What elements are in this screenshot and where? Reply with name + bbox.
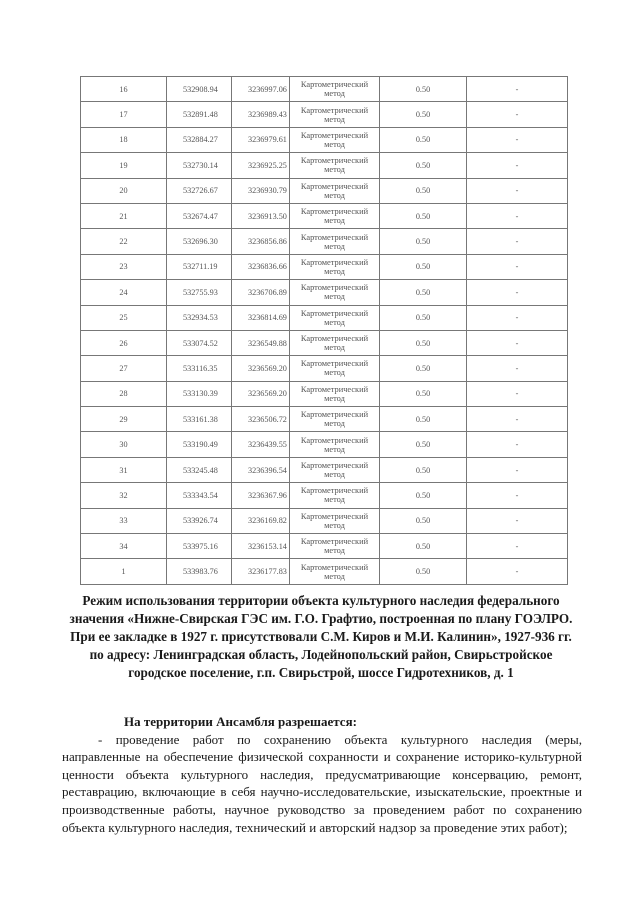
table-row	[81, 432, 568, 457]
y-coordinate-cell: 3236396.54	[232, 457, 290, 482]
accuracy-cell: 0.50	[380, 203, 467, 228]
y-coordinate-cell: 3236925.25	[232, 153, 290, 178]
table-row	[81, 229, 568, 254]
y-coordinate-cell: 3236814.69	[232, 305, 290, 330]
x-coordinate-cell: 532884.27	[167, 127, 232, 152]
table-row	[81, 457, 568, 482]
table-row	[81, 508, 568, 533]
table-row	[81, 153, 568, 178]
point-number-cell: 23	[81, 254, 167, 279]
y-coordinate-cell: 3236506.72	[232, 407, 290, 432]
x-coordinate-cell: 533116.35	[167, 356, 232, 381]
table-row	[81, 330, 568, 355]
point-number-cell: 31	[81, 457, 167, 482]
method-cell: Картометрический метод	[290, 254, 380, 279]
coordinates-table-body	[81, 77, 568, 585]
table-row	[81, 407, 568, 432]
point-number-cell: 30	[81, 432, 167, 457]
x-coordinate-cell: 532730.14	[167, 153, 232, 178]
point-number-cell: 25	[81, 305, 167, 330]
accuracy-cell: 0.50	[380, 280, 467, 305]
method-cell: Картометрический метод	[290, 432, 380, 457]
accuracy-cell: 0.50	[380, 457, 467, 482]
x-coordinate-cell: 533161.38	[167, 407, 232, 432]
y-coordinate-cell: 3236997.06	[232, 77, 290, 102]
note-cell: -	[467, 305, 568, 330]
note-cell: -	[467, 534, 568, 559]
accuracy-cell: 0.50	[380, 102, 467, 127]
note-cell: -	[467, 356, 568, 381]
y-coordinate-cell: 3236367.96	[232, 483, 290, 508]
point-number-cell: 1	[81, 559, 167, 584]
accuracy-cell: 0.50	[380, 407, 467, 432]
point-number-cell: 19	[81, 153, 167, 178]
accuracy-cell: 0.50	[380, 432, 467, 457]
point-number-cell: 17	[81, 102, 167, 127]
note-cell: -	[467, 102, 568, 127]
point-number-cell: 33	[81, 508, 167, 533]
accuracy-cell: 0.50	[380, 534, 467, 559]
permitted-paragraph: - проведение работ по сохранению объекта культурного наследия (меры, направленные на обеспечение физической сохранности и сохранение историко-культурной ценности объекта культурного наследия, предусматривающие консервацию, ремонт, реставрацию, включающие в себя научно-исследовательские, изыскательские, проектные и производственные работы, научное руководство за проведением работ по сохранению объекта культурного наследия, технический и авторский надзор за проведение этих работ);	[62, 731, 582, 835]
x-coordinate-cell: 532934.53	[167, 305, 232, 330]
method-cell: Картометрический метод	[290, 483, 380, 508]
note-cell: -	[467, 280, 568, 305]
method-cell: Картометрический метод	[290, 305, 380, 330]
y-coordinate-cell: 3236979.61	[232, 127, 290, 152]
note-cell: -	[467, 508, 568, 533]
table-row	[81, 254, 568, 279]
x-coordinate-cell: 532674.47	[167, 203, 232, 228]
regime-heading: Режим использования территории объекта культурного наследия федерального значения «Нижне-Свирская ГЭС им. Г.О. Графтио, построенная по плану ГОЭЛРО. При ее закладке в 1927 г. присутствовали С.М. Киров и М.И. Калинин», 1927-936 гг. по адресу: Ленинградская область, Лодейнопольский район, Свирьстройское городское поселение, г.п. Свирьстрой, шоссе Гидротехников, д. 1	[69, 593, 573, 680]
note-cell: -	[467, 432, 568, 457]
note-cell: -	[467, 483, 568, 508]
method-cell: Картометрический метод	[290, 102, 380, 127]
table-row	[81, 102, 568, 127]
note-cell: -	[467, 457, 568, 482]
accuracy-cell: 0.50	[380, 127, 467, 152]
method-cell: Картометрический метод	[290, 127, 380, 152]
point-number-cell: 20	[81, 178, 167, 203]
y-coordinate-cell: 3236989.43	[232, 102, 290, 127]
x-coordinate-cell: 533343.54	[167, 483, 232, 508]
method-cell: Картометрический метод	[290, 203, 380, 228]
y-coordinate-cell: 3236706.89	[232, 280, 290, 305]
table-row	[81, 203, 568, 228]
y-coordinate-cell: 3236439.55	[232, 432, 290, 457]
note-cell: -	[467, 178, 568, 203]
y-coordinate-cell: 3236549.88	[232, 330, 290, 355]
x-coordinate-cell: 533130.39	[167, 381, 232, 406]
method-cell: Картометрический метод	[290, 559, 380, 584]
x-coordinate-cell: 533975.16	[167, 534, 232, 559]
note-cell: -	[467, 153, 568, 178]
x-coordinate-cell: 533926.74	[167, 508, 232, 533]
table-row	[81, 559, 568, 584]
accuracy-cell: 0.50	[380, 77, 467, 102]
note-cell: -	[467, 381, 568, 406]
method-cell: Картометрический метод	[290, 77, 380, 102]
x-coordinate-cell: 532891.48	[167, 102, 232, 127]
method-cell: Картометрический метод	[290, 153, 380, 178]
x-coordinate-cell: 533983.76	[167, 559, 232, 584]
point-number-cell: 26	[81, 330, 167, 355]
method-cell: Картометрический метод	[290, 356, 380, 381]
permitted-heading: На территории Ансамбля разрешается:	[124, 714, 357, 729]
y-coordinate-cell: 3236177.83	[232, 559, 290, 584]
accuracy-cell: 0.50	[380, 508, 467, 533]
accuracy-cell: 0.50	[380, 356, 467, 381]
point-number-cell: 34	[81, 534, 167, 559]
point-number-cell: 24	[81, 280, 167, 305]
y-coordinate-cell: 3236569.20	[232, 381, 290, 406]
accuracy-cell: 0.50	[380, 381, 467, 406]
x-coordinate-cell: 533190.49	[167, 432, 232, 457]
note-cell: -	[467, 203, 568, 228]
point-number-cell: 27	[81, 356, 167, 381]
table-row	[81, 534, 568, 559]
y-coordinate-cell: 3236913.50	[232, 203, 290, 228]
method-cell: Картометрический метод	[290, 508, 380, 533]
table-row	[81, 127, 568, 152]
x-coordinate-cell: 533245.48	[167, 457, 232, 482]
table-row	[81, 483, 568, 508]
method-cell: Картометрический метод	[290, 534, 380, 559]
table-row	[81, 178, 568, 203]
note-cell: -	[467, 229, 568, 254]
note-cell: -	[467, 559, 568, 584]
accuracy-cell: 0.50	[380, 330, 467, 355]
method-cell: Картометрический метод	[290, 457, 380, 482]
method-cell: Картометрический метод	[290, 229, 380, 254]
point-number-cell: 32	[81, 483, 167, 508]
x-coordinate-cell: 532711.19	[167, 254, 232, 279]
method-cell: Картометрический метод	[290, 280, 380, 305]
point-number-cell: 21	[81, 203, 167, 228]
method-cell: Картометрический метод	[290, 178, 380, 203]
note-cell: -	[467, 407, 568, 432]
point-number-cell: 28	[81, 381, 167, 406]
x-coordinate-cell: 532726.67	[167, 178, 232, 203]
table-row	[81, 77, 568, 102]
accuracy-cell: 0.50	[380, 178, 467, 203]
x-coordinate-cell: 532755.93	[167, 280, 232, 305]
x-coordinate-cell: 532908.94	[167, 77, 232, 102]
x-coordinate-cell: 532696.30	[167, 229, 232, 254]
method-cell: Картометрический метод	[290, 381, 380, 406]
method-cell: Картометрический метод	[290, 407, 380, 432]
coordinates-table	[80, 76, 568, 585]
point-number-cell: 29	[81, 407, 167, 432]
note-cell: -	[467, 127, 568, 152]
accuracy-cell: 0.50	[380, 229, 467, 254]
note-cell: -	[467, 254, 568, 279]
accuracy-cell: 0.50	[380, 153, 467, 178]
point-number-cell: 18	[81, 127, 167, 152]
note-cell: -	[467, 77, 568, 102]
y-coordinate-cell: 3236856.86	[232, 229, 290, 254]
accuracy-cell: 0.50	[380, 559, 467, 584]
y-coordinate-cell: 3236153.14	[232, 534, 290, 559]
x-coordinate-cell: 533074.52	[167, 330, 232, 355]
accuracy-cell: 0.50	[380, 483, 467, 508]
y-coordinate-cell: 3236169.82	[232, 508, 290, 533]
method-cell: Картометрический метод	[290, 330, 380, 355]
y-coordinate-cell: 3236836.66	[232, 254, 290, 279]
table-row	[81, 381, 568, 406]
accuracy-cell: 0.50	[380, 254, 467, 279]
note-cell: -	[467, 330, 568, 355]
accuracy-cell: 0.50	[380, 305, 467, 330]
regime-body	[62, 713, 582, 836]
point-number-cell: 16	[81, 77, 167, 102]
table-row	[81, 356, 568, 381]
y-coordinate-cell: 3236569.20	[232, 356, 290, 381]
point-number-cell: 22	[81, 229, 167, 254]
y-coordinate-cell: 3236930.79	[232, 178, 290, 203]
table-row	[81, 280, 568, 305]
table-row	[81, 305, 568, 330]
